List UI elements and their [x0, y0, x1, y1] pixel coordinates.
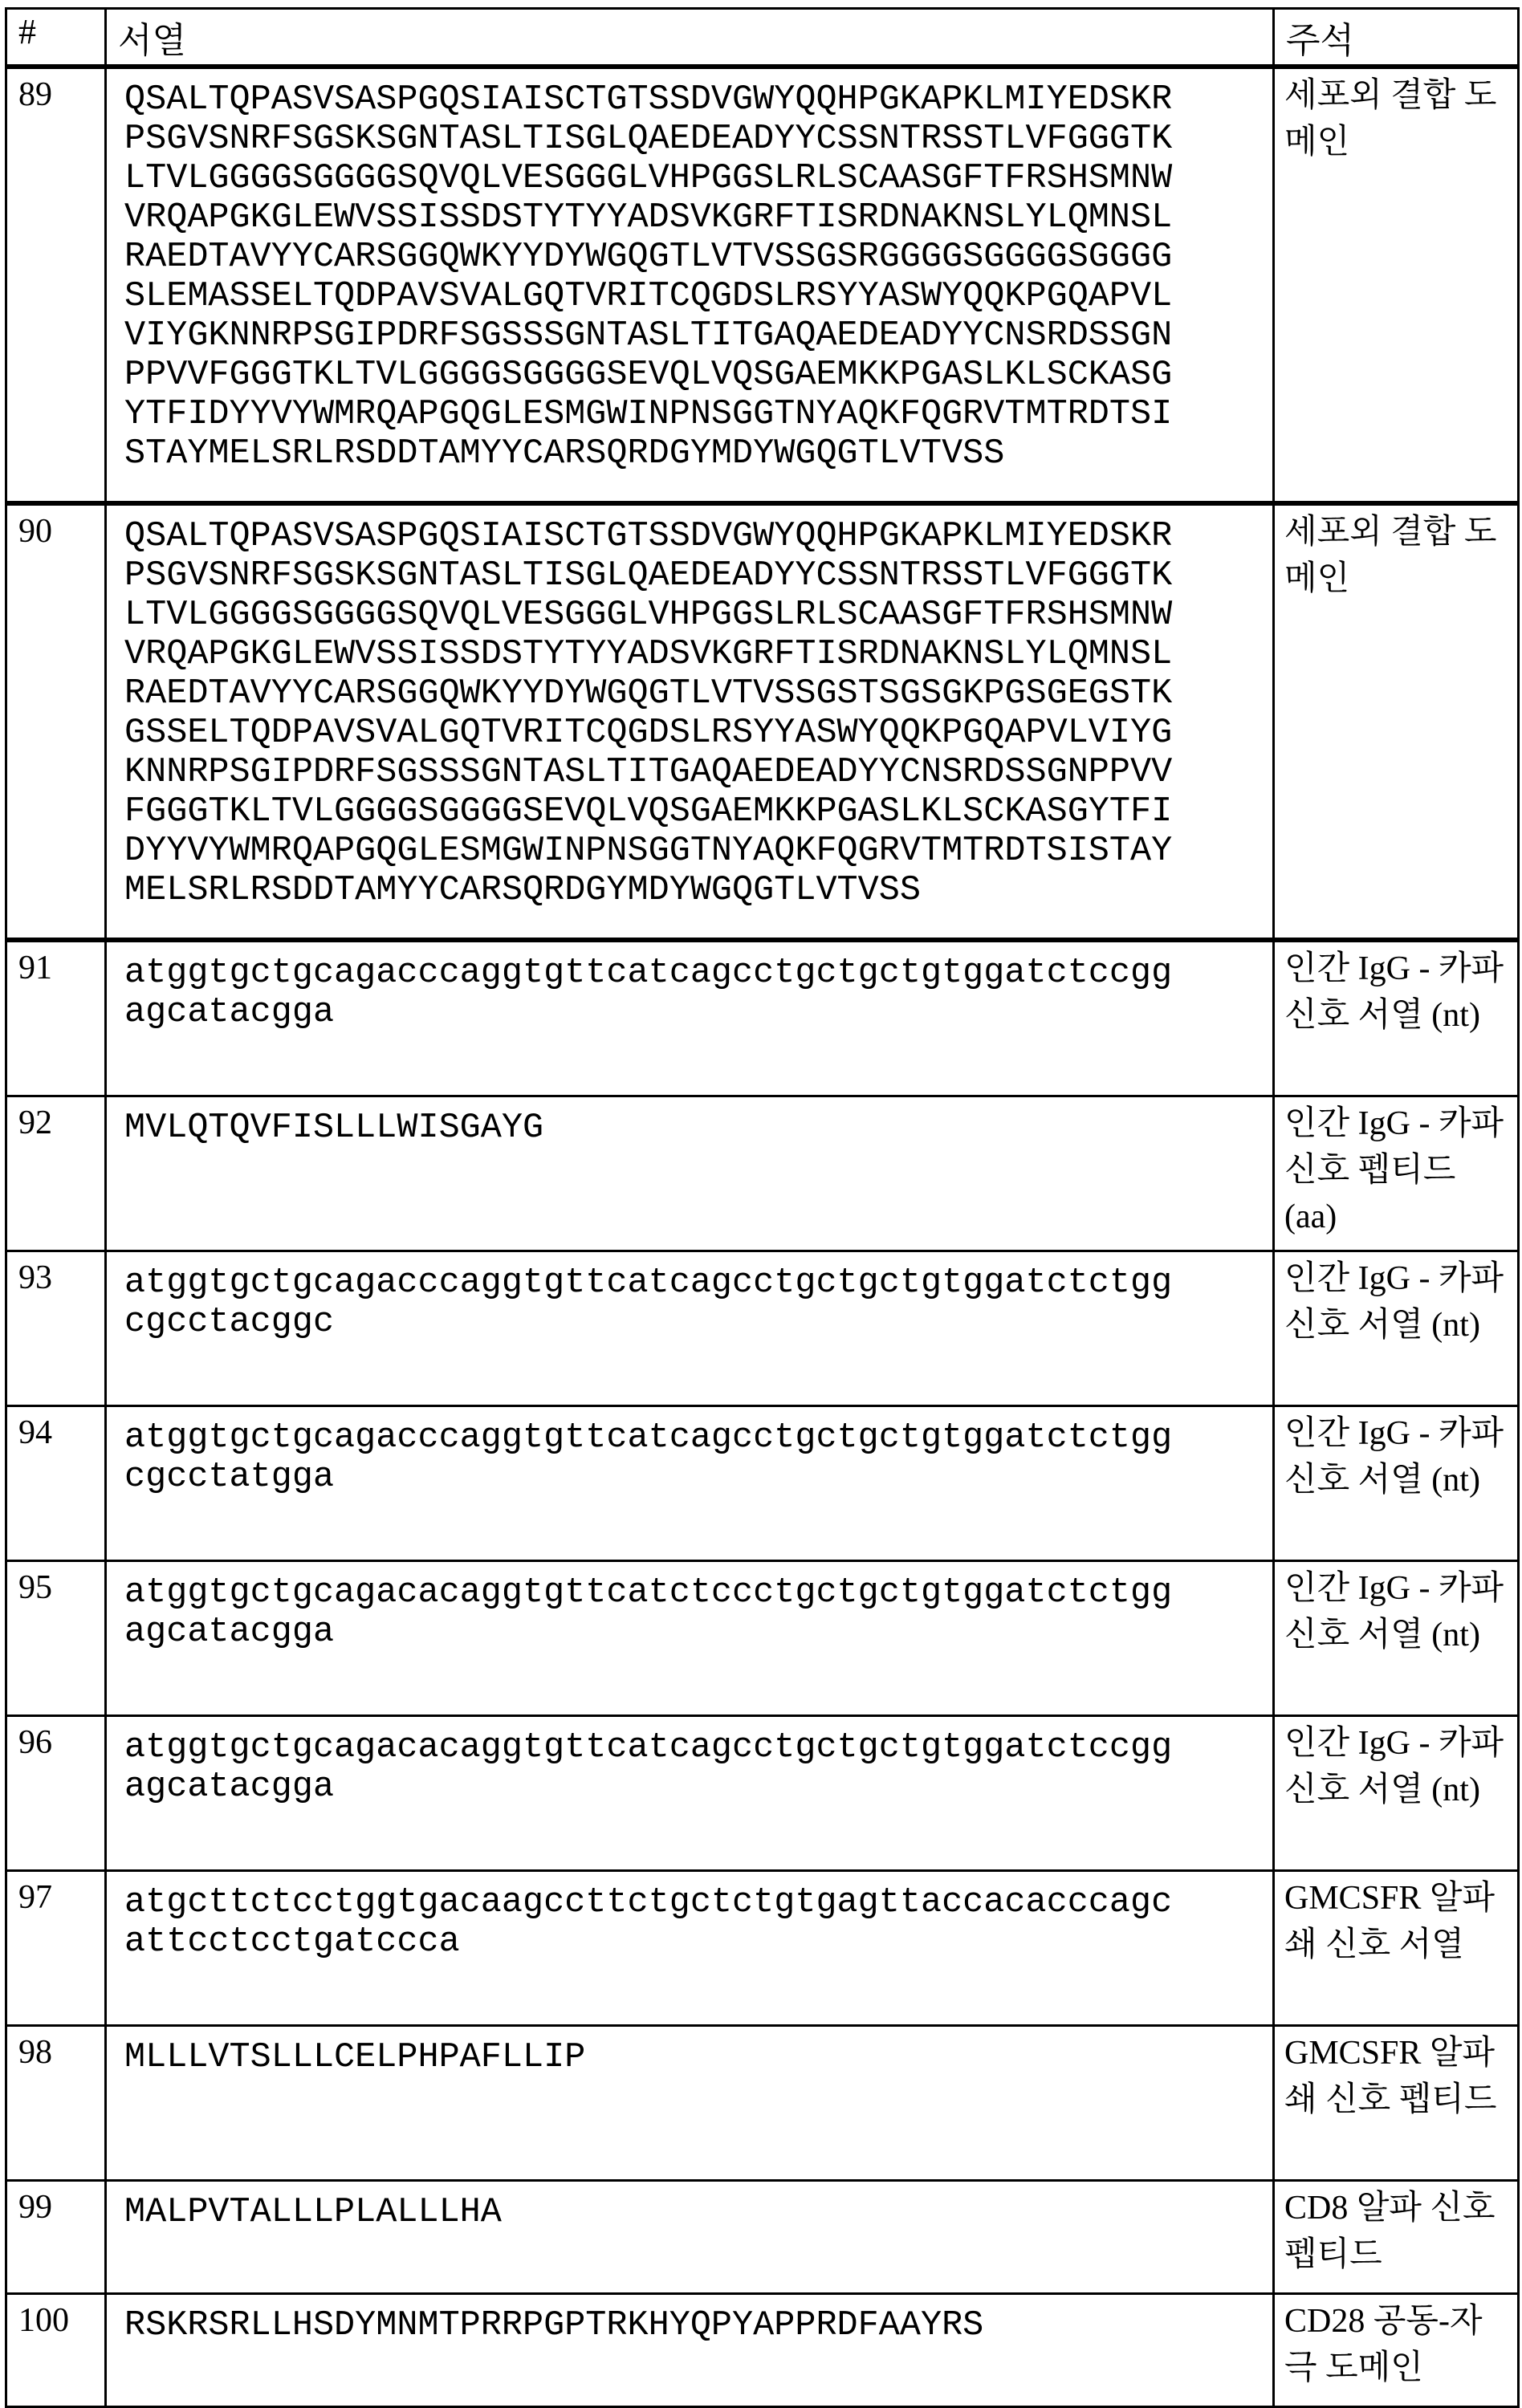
annotation-text: 세포외 결합 도메인	[1274, 67, 1519, 503]
sequence-number: 99	[6, 2181, 106, 2294]
sequence-number: 94	[6, 1406, 106, 1561]
sequence-number: 96	[6, 1716, 106, 1871]
table-row	[6, 1406, 1519, 1561]
table-row	[6, 1871, 1519, 2026]
annotation-text: 인간 IgG - 카파 신호 서열 (nt)	[1274, 1561, 1519, 1716]
header-number: #	[6, 9, 106, 67]
header-sequence: 서열	[106, 9, 1274, 67]
sequence-number: 91	[6, 940, 106, 1096]
annotation-text: GMCSFR 알파 쇄 신호 펩티드	[1274, 2026, 1519, 2181]
sequence-text: MALPVTALLLPLALLLHA	[106, 2181, 1274, 2294]
sequence-text: QSALTQPASVSASPGQSIAISCTGTSSDVGWYQQHPGKAPKLMIYEDSKR PSGVSNRFSGSKSGNTASLTISGLQAEDEADYYCSSNTRSSTLVFGGGTK LTVLGGGGSGGGGSQVQLVESGGGLVHPGGSLRLSCAASGFTFRSHSMNW VRQAPGKGLEWVSSISSDSTYTYYADSVKGRFTISRDNAKNSLYLQMNSL RAEDTAVYYCARSGGQWKYYDYWGQGTLVTVSSGSRGGGGSGGGGSGGGG SLEMASSELTQDPAVSVALGQTVRITCQGDSLRSYYASWYQQKPGQAPVL VIYGKNNRPSGIPDRFSGSSSGNTASLTITGAQAEDEADYYCNSRDSSGN PPVVFGGGTKLTVLGGGGSGGGGSEVQLVQSGAEMKKPGASLKLSCKASG YTFIDYYVYWMRQAPGQGLESMGWINPNSGGTNYAQKFQGRVTMTRDTSI STAYMELSRLRSDDTAMYYCARSQRDGYMDYWGQGTLVTVSS	[106, 67, 1274, 503]
header-annotation: 주석	[1274, 9, 1519, 67]
table-row	[6, 1096, 1519, 1251]
sequence-text: atggtgctgcagacccaggtgttcatcagcctgctgctgtggatctccgg agcatacgga	[106, 940, 1274, 1096]
annotation-text: GMCSFR 알파 쇄 신호 서열	[1274, 1871, 1519, 2026]
table-row	[6, 1561, 1519, 1716]
table-row	[6, 2026, 1519, 2181]
sequence-text: atggtgctgcagacacaggtgttcatcagcctgctgctgtggatctccgg agcatacgga	[106, 1716, 1274, 1871]
annotation-text: 인간 IgG - 카파 신호 서열 (nt)	[1274, 940, 1519, 1096]
sequence-number: 97	[6, 1871, 106, 2026]
sequence-number: 90	[6, 503, 106, 940]
table-header	[6, 9, 1519, 67]
sequence-text: atggtgctgcagacccaggtgttcatcagcctgctgctgtggatctctgg cgcctacggc	[106, 1251, 1274, 1406]
table-row	[6, 2294, 1519, 2407]
sequence-text: MVLQTQVFISLLLWISGAYG	[106, 1096, 1274, 1251]
sequence-number: 92	[6, 1096, 106, 1251]
annotation-text: CD28 공동-자극 도메인	[1274, 2294, 1519, 2407]
annotation-text: 인간 IgG - 카파 신호 서열 (nt)	[1274, 1406, 1519, 1561]
sequence-text: atgcttctcctggtgacaagccttctgctctgtgagttaccacacccagc attcctcctgatccca	[106, 1871, 1274, 2026]
table-row	[6, 67, 1519, 503]
sequence-text: atggtgctgcagacacaggtgttcatctccctgctgctgtggatctctgg agcatacgga	[106, 1561, 1274, 1716]
table-row	[6, 503, 1519, 940]
sequence-number: 98	[6, 2026, 106, 2181]
sequence-text: MLLLVTSLLLCELPHPAFLLIP	[106, 2026, 1274, 2181]
table-row	[6, 1716, 1519, 1871]
annotation-text: 인간 IgG - 카파 신호 서열 (nt)	[1274, 1251, 1519, 1406]
annotation-text: 인간 IgG - 카파 신호 서열 (nt)	[1274, 1716, 1519, 1871]
table-row	[6, 940, 1519, 1096]
annotation-text: 인간 IgG - 카파 신호 펩티드(aa)	[1274, 1096, 1519, 1251]
sequence-number: 100	[6, 2294, 106, 2407]
annotation-text: CD8 알파 신호 펩티드	[1274, 2181, 1519, 2294]
sequence-number: 93	[6, 1251, 106, 1406]
sequence-number: 95	[6, 1561, 106, 1716]
table-row	[6, 2181, 1519, 2294]
table-row	[6, 1251, 1519, 1406]
sequence-text: QSALTQPASVSASPGQSIAISCTGTSSDVGWYQQHPGKAPKLMIYEDSKR PSGVSNRFSGSKSGNTASLTISGLQAEDEADYYCSSNTRSSTLVFGGGTK LTVLGGGGSGGGGSQVQLVESGGGLVHPGGSLRLSCAASGFTFRSHSMNW VRQAPGKGLEWVSSISSDSTYTYYADSVKGRFTISRDNAKNSLYLQMNSL RAEDTAVYYCARSGGQWKYYDYWGQGTLVTVSSGSTSGSGKPGSGEGSTK GSSELTQDPAVSVALGQTVRITCQGDSLRSYYASWYQQKPGQAPVLVIYG KNNRPSGIPDRFSGSSSGNTASLTITGAQAEDEADYYCNSRDSSGNPPVV FGGGTKLTVLGGGGSGGGGSEVQLVQSGAEMKKPGASLKLSCKASGYTFI DYYVYWMRQAPGQGLESMGWINPNSGGTNYAQKFQGRVTMTRDTSISTAY MELSRLRSDDTAMYYCARSQRDGYMDYWGQGTLVTVSS	[106, 503, 1274, 940]
sequence-number: 89	[6, 67, 106, 503]
annotation-text: 세포외 결합 도메인	[1274, 503, 1519, 940]
sequence-text: RSKRSRLLHSDYMNMTPRRPGPTRKHYQPYAPPRDFAAYRS	[106, 2294, 1274, 2407]
sequence-table	[5, 7, 1520, 2408]
sequence-text: atggtgctgcagacccaggtgttcatcagcctgctgctgtggatctctgg cgcctatgga	[106, 1406, 1274, 1561]
